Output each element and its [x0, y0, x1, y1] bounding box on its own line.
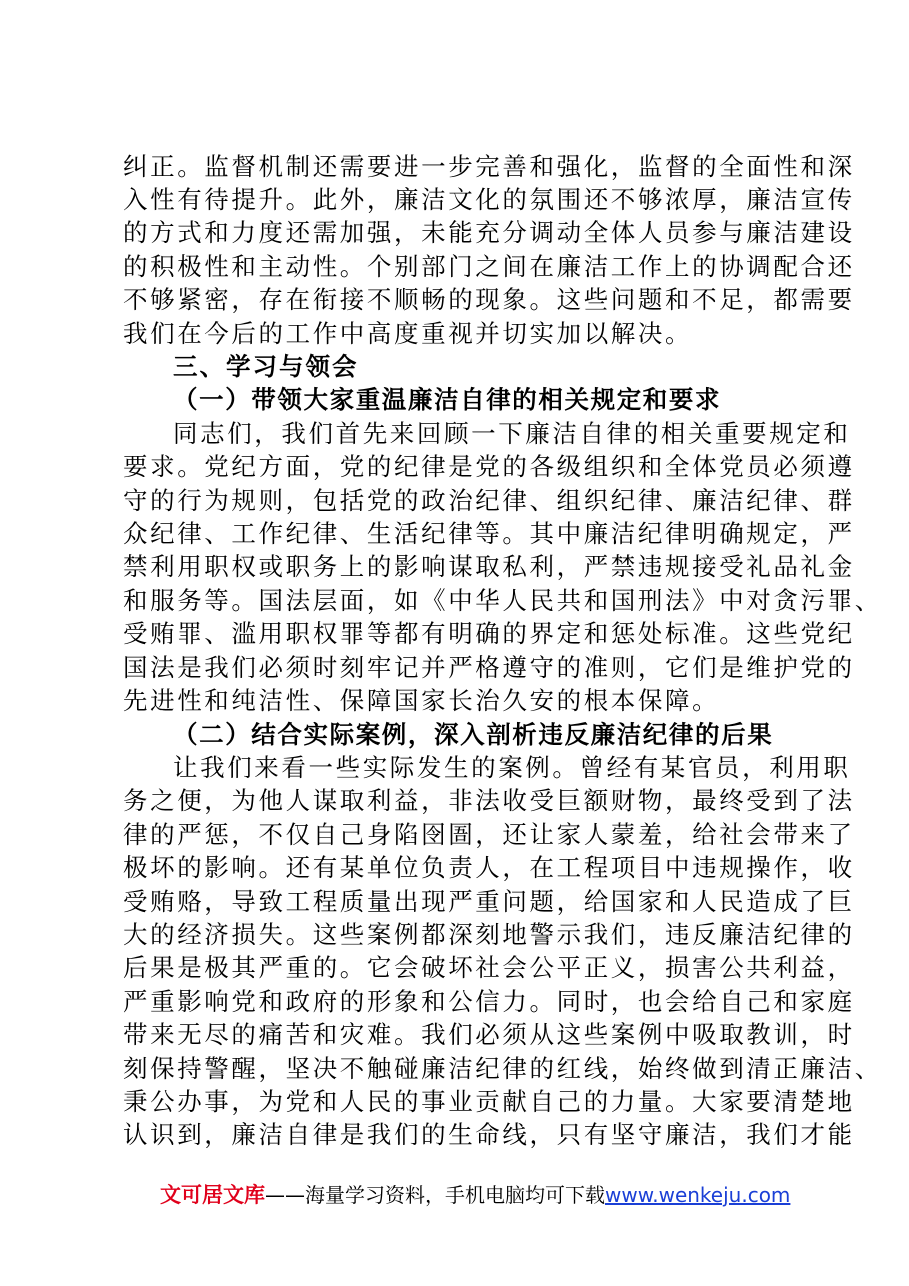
body-line: 刻保持警醒，坚决不触碰廉洁纪律的红线，始终做到清正廉洁、: [123, 1054, 882, 1083]
body-line: 入性有待提升。此外，廉洁文化的氛围还不够浓厚，廉洁宣传: [123, 185, 855, 214]
body-line: 律的严惩，不仅自己身陷囹圄，还让家人蒙羞，给社会带来了: [123, 820, 855, 849]
body-line: 不够紧密，存在衔接不顺畅的现象。这些问题和不足，都需要: [123, 285, 855, 314]
subsection-heading: （一）带领大家重温廉洁自律的相关规定和要求: [173, 385, 722, 414]
body-line: 先进性和纯洁性、保障国家长治久安的根本保障。: [123, 686, 720, 715]
body-line: 我们在今后的工作中高度重视并切实加以解决。: [123, 319, 693, 348]
body-line: 极坏的影响。还有某单位负责人，在工程项目中违规操作，收: [123, 853, 855, 882]
body-line: 认识到，廉洁自律是我们的生命线，只有坚守廉洁，我们才能: [123, 1120, 855, 1149]
body-line: 秉公办事，为党和人民的事业贡献自己的力量。大家要清楚地: [123, 1087, 855, 1116]
body-line: 的积极性和主动性。个别部门之间在廉洁工作上的协调配合还: [123, 252, 855, 281]
body-line: 纠正。监督机制还需要进一步完善和强化，监督的全面性和深: [123, 152, 855, 181]
body-line: 守的行为规则，包括党的政治纪律、组织纪律、廉洁纪律、群: [123, 486, 855, 515]
body-line: 带来无尽的痛苦和灾难。我们必须从这些案例中吸取教训，时: [123, 1020, 855, 1049]
body-line: 同志们，我们首先来回顾一下廉洁自律的相关重要规定和: [173, 419, 851, 448]
body-line: 让我们来看一些实际发生的案例。曾经有某官员，利用职: [173, 753, 851, 782]
body-line: 受贿罪、滥用职权罪等都有明确的界定和惩处标准。这些党纪: [123, 619, 855, 648]
footer-brand: 文可居文库: [160, 1183, 265, 1207]
subsection-heading: （二）结合实际案例，深入剖析违反廉洁纪律的后果: [173, 720, 774, 749]
footer-link[interactable]: www.wenkeju.com: [605, 1183, 791, 1207]
body-line: 要求。党纪方面，党的纪律是党的各级组织和全体党员必须遵: [123, 452, 855, 481]
body-line: 的方式和力度还需加强，未能充分调动全体人员参与廉洁建设: [123, 218, 855, 247]
section-heading: 三、学习与领会: [173, 352, 359, 381]
body-line: 众纪律、工作纪律、生活纪律等。其中廉洁纪律明确规定，严: [123, 519, 855, 548]
body-line: 大的经济损失。这些案例都深刻地警示我们，违反廉洁纪律的: [123, 920, 855, 949]
body-line: 后果是极其严重的。它会破坏社会公平正义，损害公共利益，: [123, 953, 855, 982]
body-line: 国法是我们必须时刻牢记并严格遵守的准则，它们是维护党的: [123, 653, 855, 682]
body-line: 严重影响党和政府的形象和公信力。同时，也会给自己和家庭: [123, 987, 855, 1016]
body-line: 务之便，为他人谋取利益，非法收受巨额财物，最终受到了法: [123, 786, 855, 815]
footer-slogan: ——海量学习资料，手机电脑均可下载: [265, 1183, 605, 1207]
body-line: 和服务等。国法层面，如《中华人民共和国刑法》中对贪污罪、: [123, 586, 882, 615]
body-line: 受贿赂，导致工程质量出现严重问题，给国家和人民造成了巨: [123, 887, 855, 916]
body-line: 禁利用职权或职务上的影响谋取私利，严禁违规接受礼品礼金: [123, 552, 855, 581]
footer-banner: [160, 1180, 790, 1210]
